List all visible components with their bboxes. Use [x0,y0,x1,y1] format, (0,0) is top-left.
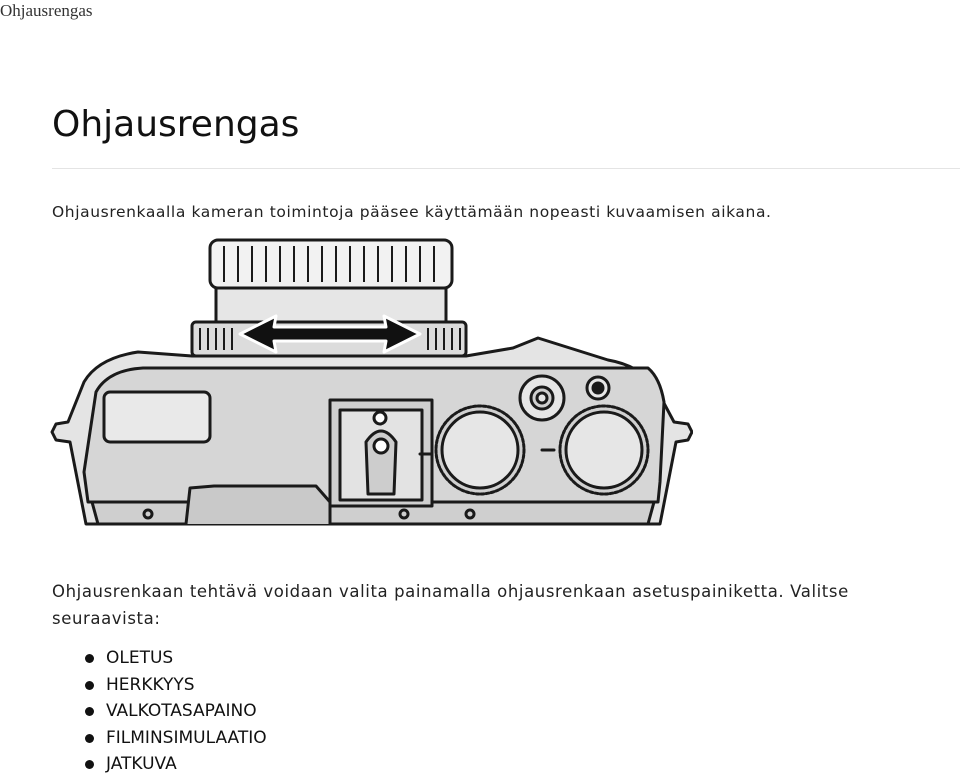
bullet-icon [85,707,94,716]
description-text: Ohjausrenkaan tehtävä voidaan valita painamalla ohjausrenkaan asetuspainiketta. Valitse seuraavista: [52,582,849,628]
list-item [82,725,267,752]
title-divider [52,168,960,169]
list-item-label: OLETUS [106,648,174,668]
list-item [82,672,267,699]
bullet-icon [85,760,94,769]
list-item-label: HERKKYYS [106,674,195,695]
bullet-icon [85,734,94,743]
bullet-icon [85,681,94,690]
intro-text: Ohjausrenkaalla kameran toimintoja pääsee käyttämään nopeasti kuvaamisen aikana. [52,203,772,221]
camera-top-view-illustration [48,232,693,552]
list-item-label: FILMINSIMULAATIO [106,727,267,748]
page-title: Ohjausrengas [52,104,300,145]
list-item [82,645,267,672]
list-item-label: JATKUVA [106,754,177,774]
document-label: Ohjausrengas [0,1,93,20]
viewfinder-window [104,392,210,442]
lens-barrel [210,240,452,288]
list-item [82,751,267,778]
list-item-label: VALKOTASAPAINO [106,701,257,721]
bullet-icon [85,654,94,663]
options-list [82,645,267,778]
list-item [82,698,267,725]
